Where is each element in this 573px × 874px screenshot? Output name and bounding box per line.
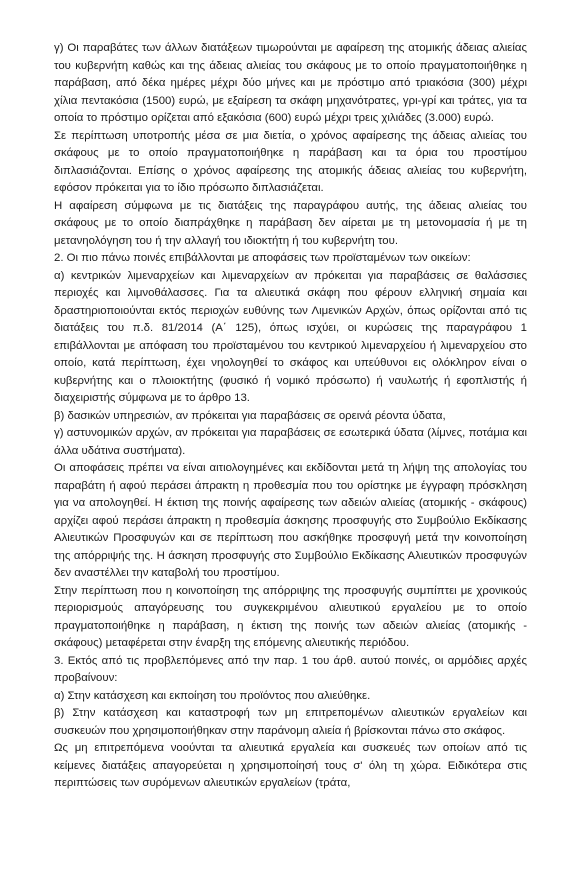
- paragraph-2-b-forest-services: β) δασικών υπηρεσιών, αν πρόκειται για παραβάσεις σε ορεινά ρέοντα ύδατα,: [54, 409, 446, 422]
- paragraph-3-a-seizure: α) Στην κατάσχεση και εκποίηση του προϊόντος που αλιεύθηκε.: [54, 689, 371, 702]
- paragraph-2-c-police-authorities: γ) αστυνομικών αρχών, αν πρόκειται για παραβάσεις σε εσωτερικά ύδατα (λίμνες, ποτάμια και άλλα υδάτινα συστήματα).: [54, 427, 527, 457]
- paragraph-1-c-penalties: γ) Οι παραβάτες των άλλων διατάξεων τιμωρούνται με αφαίρεση της ατομικής άδειας αλιείας του κυβερνήτη καθώς και της άδειας αλιείας του σκάφους με το οποίο πραγματοποιήθηκε η παράβαση, από δέκα ημέρες μέχρι δύο μήνες και με πρόστιμο από τριακόσια (300) μέχρι χίλια πεντακόσια (1500) ευρώ, με εξαίρεση τα σκάφη μηχανότρατες, γρι-γρί και τράτες, για τα οποία το πρόστιμο ορίζεται από εξακόσια (600) ευρώ μέχρι τρεις χιλιάδες (3.000) ευρώ.: [54, 42, 527, 124]
- paragraph-prohibited-gear: Ως μη επιτρεπόμενα νοούνται τα αλιευτικά εργαλεία και συσκευές των οποίων από τις κείμενες διατάξεις απαγορεύεται η χρησιμοποίησή τους σ' όλη τη χώρα. Ειδικότερα στις περιπτώσεις των συρόμενων αλιευτικών εργαλείων (τράτα,: [54, 742, 527, 789]
- paragraph-appeal-timing: Στην περίπτωση που η κοινοποίηση της απόρριψης της προσφυγής συμπίπτει με χρονικούς περιορισμούς απαγόρευσης του συγκεκριμένου αλιευτικού εργαλείου με το οποίο πραγματοποιήθηκε η παράβαση, η έκτιση της ποινής των αδειών αλιείας (ατομικής - σκάφους) μεταφέρεται στην έναρξη της επόμενης αλιευτικής περιόδου.: [54, 584, 527, 649]
- paragraph-3-intro: 3. Εκτός από τις προβλεπόμενες από την παρ. 1 του άρθ. αυτού ποινές, οι αρμόδιες αρχές προβαίνουν:: [54, 654, 527, 684]
- paragraph-decisions: Οι αποφάσεις πρέπει να είναι αιτιολογημένες και εκδίδονται μετά τη λήψη της απολογίας του παραβάτη ή αφού περάσει άπρακτη η προθεσμία που του ορίστηκε με έγγραφη πρόσκληση για να απολογηθεί. Η έκτιση της ποινής αφαίρεσης των αδειών αλιείας (ατομικής - σκάφους) αρχίζει αφού περάσει άπρακτη η προθεσμία άσκησης προσφυγής στο Συμβούλιο Εκδίκασης Αλιευτικών Προσφυγών και σε περίπτωση που ασκήθηκε προσφυγή μετά την κοινοποίηση της απόρριψής της. Η άσκηση προσφυγής στο Συμβούλιο Εκδίκασης Αλιευτικών προσφυγών δεν αναστέλλει την καταβολή του προστίμου.: [54, 462, 527, 579]
- document-body: [54, 40, 527, 793]
- paragraph-recidivism: Σε περίπτωση υποτροπής μέσα σε μια διετία, ο χρόνος αφαίρεσης της άδειας αλιείας του σκάφους με το οποίο πραγματοποιήθηκε η παράβαση και τα όρια του προστίμου διπλασιάζονται. Επίσης ο χρόνος αφαίρεσης της ατομικής άδειας αλιείας του κυβερνήτη, εφόσον πρόκειται για το ίδιο πρόσωπο διπλασιάζεται.: [54, 129, 527, 194]
- paragraph-2-intro: 2. Οι πιο πάνω ποινές επιβάλλονται με αποφάσεις των προϊσταμένων των οικείων:: [54, 252, 471, 264]
- paragraph-license-removal: Η αφαίρεση σύμφωνα με τις διατάξεις της παραγράφου αυτής, της άδειας αλιείας του σκάφους με το οποίο διαπράχθηκε η παράβαση δεν αίρεται με τη μετονομασία ή με τη μετανηολόγηση του ή την αλλαγή του ιδιοκτήτη ή του κυβερνήτη του.: [54, 199, 527, 247]
- paragraph-2-a-port-authorities: α) κεντρικών λιμεναρχείων και λιμεναρχείων αν πρόκειται για παραβάσεις σε θαλάσσιες περιοχές και λιμνοθάλασσες. Για τα αλιευτικά σκάφη που φέρουν ελληνική σημαία και δραστηριοποιούνται εκτός περιοχών ευθύνης των Λιμενικών Αρχών, όπως ορίζονται από τις διατάξεις του π.δ. 81/2014 (Α΄ 125), όπως ισχύει, οι κυρώσεις της παραγράφου 1 επιβάλλονται με απόφαση του προϊσταμένου του κεντρικού λιμεναρχείου ή λιμεναρχείου στο οποίο, κατά περίπτωση, έχει νηολογηθεί το σκάφος και υπεύθυνοι εις ολόκληρον είναι ο κυβερνήτης και ο πλοιοκτήτης (φυσικό ή νομικό πρόσωπο) ή ναυλωτής ή εφοπλιστής ή διαχειριστής σύμφωνα με το άρθρο 13.: [54, 269, 527, 404]
- paragraph-3-b-destruction: β) Στην κατάσχεση και καταστροφή των μη επιτρεπομένων αλιευτικών εργαλείων και συσκευών που χρησιμοποιήθηκαν στην παράνομη αλιεία ή βρίσκονται πάνω στο σκάφος.: [54, 707, 527, 737]
